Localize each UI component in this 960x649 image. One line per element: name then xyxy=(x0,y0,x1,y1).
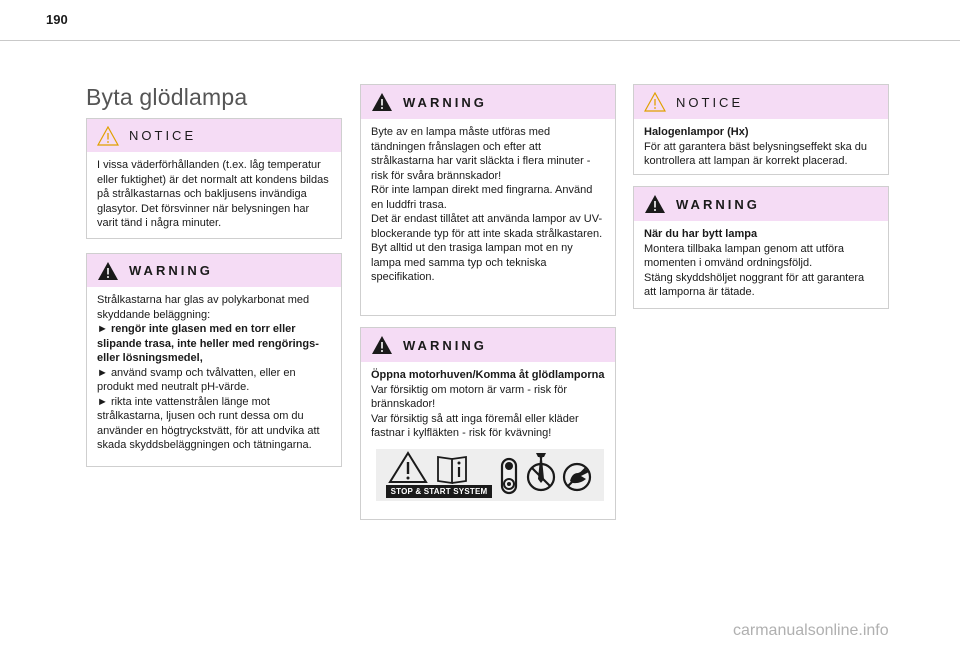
warning-item-no-dry-cloth: ► rengör inte glasen med en torr eller slipande trasa, inte heller med rengörings- eller lösningsmedel, xyxy=(97,323,319,364)
warning-triangle-icon xyxy=(390,453,426,482)
stop-start-system-label: STOP & START SYSTEM xyxy=(386,485,492,498)
page-title: Byta glödlampa xyxy=(86,84,248,110)
notice-body xyxy=(87,152,341,239)
warning-text-uv-lamps: Det är endast tillåtet att använda lampor av UV-blockerande typ för att inte skada strålkastaren. xyxy=(371,213,603,240)
safety-pictograms xyxy=(376,449,604,501)
notice-box-condensation xyxy=(86,118,342,239)
warning-intro: Strålkastarna har glas av polykarbonat med skyddande beläggning: xyxy=(97,294,310,321)
notice-label: NOTICE xyxy=(676,94,744,110)
warning-item-sponge: ► använd svamp och tvålvatten, eller en produkt med neutralt pH-värde. xyxy=(97,366,296,393)
page-number: 190 xyxy=(46,12,68,27)
warning-box-bulb-replacement xyxy=(360,84,616,316)
no-tie-icon xyxy=(528,453,554,490)
no-hand-icon xyxy=(564,464,590,490)
warning-text-seal-cover: Stäng skyddshöljet noggrant för att garantera att lamporna är tätade. xyxy=(644,271,865,298)
warning-body xyxy=(634,221,888,308)
warning-triangle-icon xyxy=(644,194,666,214)
warning-box-after-replacement xyxy=(633,186,889,309)
caution-triangle-icon xyxy=(644,92,666,112)
warning-text-hot-engine: Var försiktig om motorn är varm - risk för brännskador! xyxy=(371,383,567,410)
warning-header xyxy=(634,187,888,221)
caution-triangle-icon xyxy=(97,126,119,146)
warning-header xyxy=(87,254,341,287)
warning-triangle-icon xyxy=(371,92,393,112)
warning-body xyxy=(87,287,341,461)
warning-header xyxy=(361,85,615,119)
warning-label: WARNING xyxy=(676,196,760,212)
warning-triangle-icon xyxy=(371,335,393,355)
warning-box-bonnet xyxy=(360,327,616,520)
warning-heading: När du har bytt lampa xyxy=(644,228,758,240)
warning-text-ignition-off: Byte av en lampa måste utföras med tändningen frånslagen och efter att strålkastarna har varit släckta i flera minuter - risk för svåra brännskador! xyxy=(371,126,591,182)
warning-body xyxy=(361,362,615,441)
warning-body xyxy=(361,119,615,293)
warning-label: WARNING xyxy=(129,263,213,278)
warning-text-same-type: Byt alltid ut den trasiga lampan mot en ny lampa med samma typ och tekniska specifikation. xyxy=(371,242,573,283)
warning-box-polycarbonate xyxy=(86,253,342,467)
notice-body xyxy=(634,119,888,177)
fan-belt-icon xyxy=(502,459,516,493)
warning-text-no-fingers: Rör inte lampan direkt med fingrarna. Använd en luddfri trasa. xyxy=(371,184,593,211)
warning-text-reverse-order: Montera tillbaka lampan genom att utföra momenten i omvänd ordningsföljd. xyxy=(644,242,844,269)
warning-heading: Öppna motorhuven/Komma åt glödlamporna xyxy=(371,369,605,381)
notice-text: I vissa väderförhållanden (t.ex. låg temperatur eller fuktighet) är det normalt att kondens bildas på strålkastarnas och bakljusens invändiga glasytor. Det försvinner när belysningen har varit tänd i några minuter. xyxy=(97,159,329,229)
notice-heading: Halogenlampor (Hx) xyxy=(644,126,749,138)
warning-text-cooling-fan: Var försiktig så att inga föremål eller kläder fastnar i kylfläkten - risk för kvävning! xyxy=(371,412,579,439)
notice-header xyxy=(634,85,888,119)
warning-label: WARNING xyxy=(403,337,487,353)
warning-header xyxy=(361,328,615,362)
notice-text: För att garantera bäst belysningseffekt ska du kontrollera att lampan är korrekt placerad. xyxy=(644,140,867,167)
watermark: carmanualsonline.info xyxy=(733,622,889,639)
top-divider xyxy=(0,40,960,41)
notice-header xyxy=(87,119,341,152)
warning-item-pressure-washer: ► rikta inte vattenstrålen länge mot strålkastarna, ljusen och runt dessa om du använder en högtryckstvätt, för att undvika att skada skyddsbeläggningen och tätningarna. xyxy=(97,395,320,451)
notice-label: NOTICE xyxy=(129,128,197,143)
warning-label: WARNING xyxy=(403,94,487,110)
warning-triangle-icon xyxy=(97,261,119,281)
notice-box-halogen xyxy=(633,84,889,175)
manual-book-icon xyxy=(438,457,466,483)
